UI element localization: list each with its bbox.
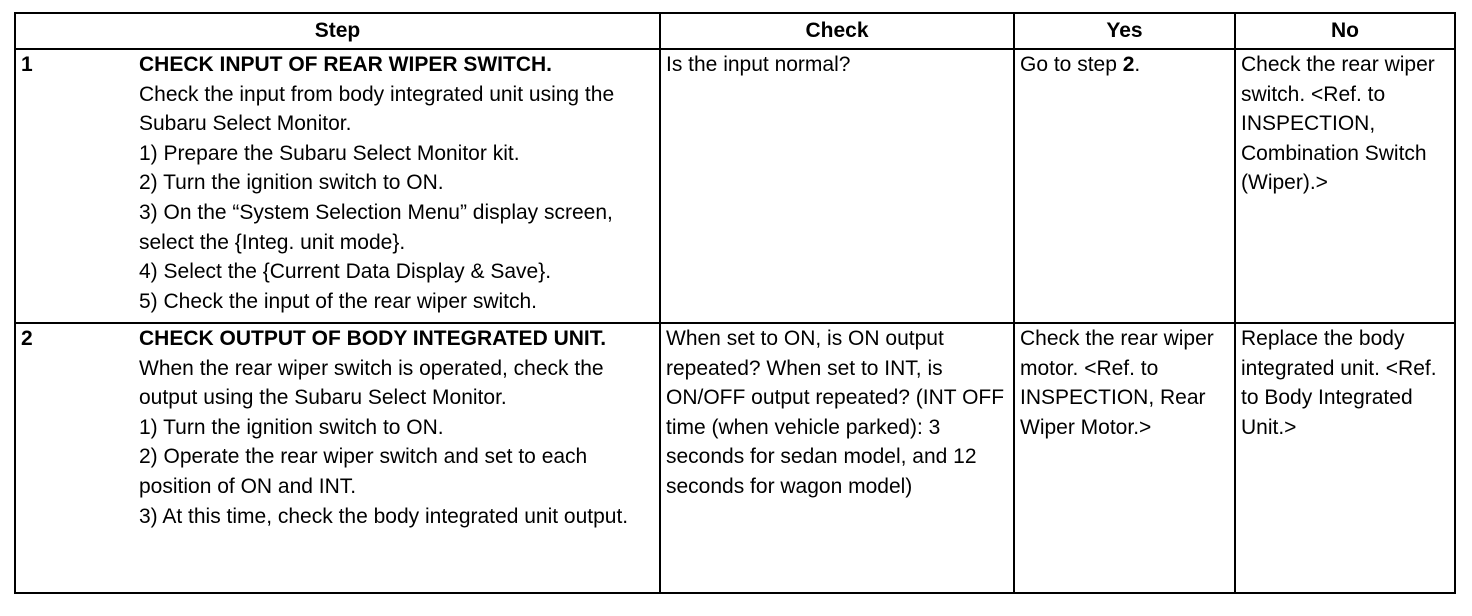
step-number: 2 (21, 327, 33, 350)
yes-prefix: Go to step (1020, 53, 1123, 76)
yes-step-link[interactable]: 2 (1122, 53, 1135, 76)
table-row (15, 49, 1455, 323)
yes-cell: Check the rear wiper motor. <Ref. to INSPECTION, Rear Wiper Motor.> (1014, 323, 1235, 593)
header-no: No (1235, 13, 1455, 49)
substep: 4) Select the {Current Data Display & Save}. (139, 260, 552, 284)
step-intro: Check the input from body integrated unit using the Subaru Select Monitor. (139, 82, 615, 136)
substep: 1) Prepare the Subaru Select Monitor kit. (139, 141, 520, 165)
substep: 1) Turn the ignition switch to ON. (139, 415, 444, 439)
substep: 2) Operate the rear wiper switch and set to each position of ON and INT. (139, 445, 588, 498)
header-yes: Yes (1014, 13, 1235, 49)
step-intro: When the rear wiper switch is operated, check the output using the Subaru Select Monitor. (139, 356, 604, 410)
no-cell: Replace the body integrated unit. <Ref. to Body Integrated Unit.> (1235, 323, 1455, 593)
step-cell (15, 49, 660, 323)
step-title: CHECK INPUT OF REAR WIPER SWITCH. (139, 53, 552, 76)
step-title: CHECK OUTPUT OF BODY INTEGRATED UNIT. (139, 327, 607, 350)
diagnostic-table (14, 12, 1456, 594)
step-cell (15, 323, 660, 593)
header-row (15, 13, 1455, 49)
substep: 5) Check the input of the rear wiper switch. (139, 289, 538, 313)
table-row (15, 323, 1455, 593)
check-cell: When set to ON, is ON output repeated? When set to INT, is ON/OFF output repeated? (INT OFF time (when vehicle parked): 3 seconds for sedan model, and 12 seconds for wagon model) (660, 323, 1014, 593)
step-body (139, 50, 659, 316)
substep: 3) On the “System Selection Menu” display screen, select the {Integ. unit mode}. (139, 200, 613, 254)
substep: 2) Turn the ignition switch to ON. (139, 171, 444, 195)
check-cell: Is the input normal? (660, 49, 1014, 323)
yes-cell (1014, 49, 1235, 323)
header-check: Check (660, 13, 1014, 49)
step-number: 1 (21, 53, 33, 76)
substep: 3) At this time, check the body integrated unit output. (139, 504, 629, 528)
header-step: Step (15, 13, 660, 49)
step-body (139, 324, 659, 531)
yes-suffix: . (1134, 53, 1141, 76)
no-cell: Check the rear wiper switch. <Ref. to INSPECTION, Combination Switch (Wiper).> (1235, 49, 1455, 323)
